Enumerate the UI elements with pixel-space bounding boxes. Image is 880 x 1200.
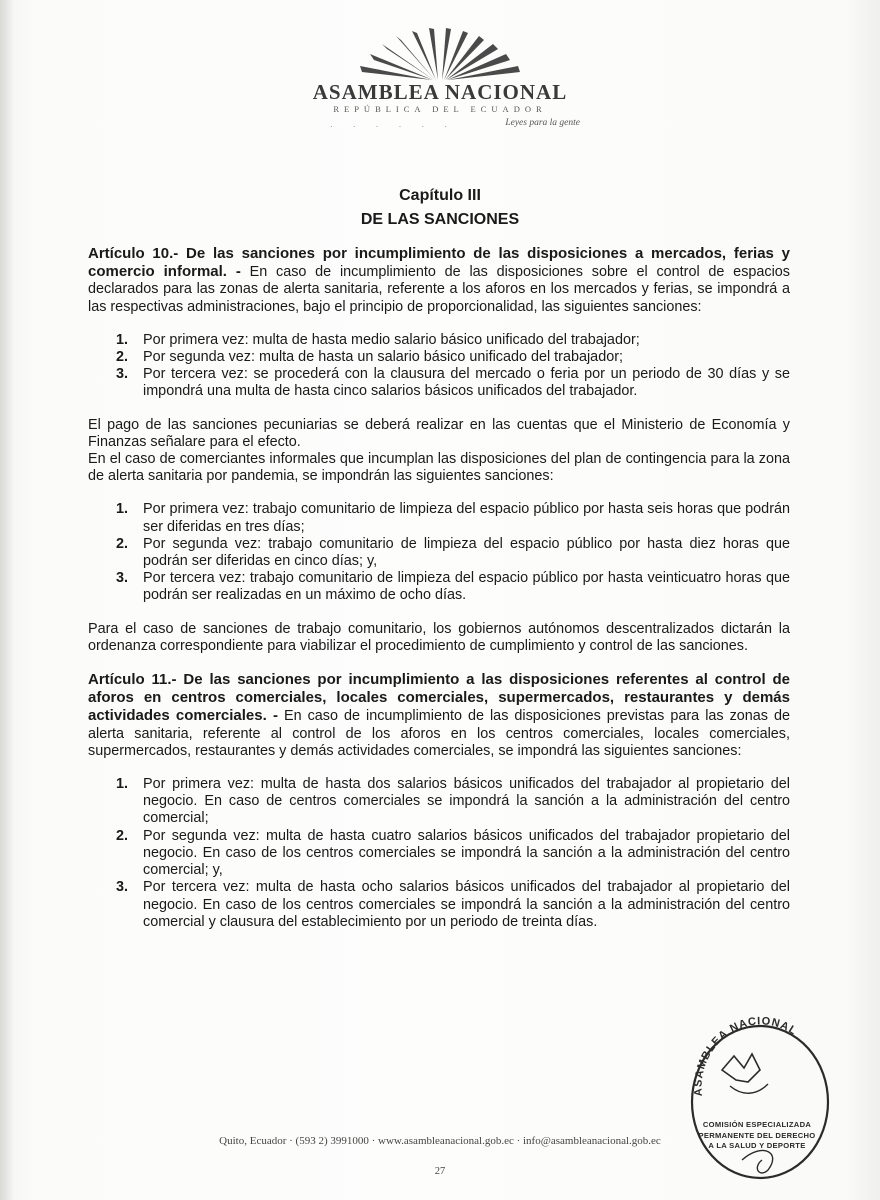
chapter-heading (0, 184, 880, 232)
stamp-seal-icon (682, 1010, 832, 1182)
list-item: 1. Por primera vez: multa de hasta dos salarios básicos unificados del trabajador al propietario del negocio. En caso de centros comerciales se impondrá la sanción a la administración del centro comercial; (116, 776, 790, 827)
article-11-sanctions-list (88, 776, 790, 931)
stamp-arc-text: ASAMBLEA NACIONAL (692, 1015, 800, 1097)
article-11-heading: Artículo 11.- De las sanciones por incumplimiento a las disposiciones referentes al control de aforos en centros comerciales, locales comerciales, supermercados, restaurantes y demás actividades comerciales. - (88, 671, 790, 725)
payment-paragraph: El pago de las sanciones pecuniarias se deberá realizar en las cuentas que el Ministerio de Economía y Finanzas señalare para el efecto. (88, 416, 790, 450)
footer-contact: Quito, Ecuador · (593 2) 3991000 · www.asambleanacional.gob.ec · info@asambleanacional.gob.ec (219, 1135, 661, 1147)
header-logo (300, 28, 580, 138)
community-work-list (88, 501, 790, 604)
list-item: 1. Por primera vez: multa de hasta medio salario básico unificado del trabajador; (116, 331, 640, 348)
fan-emblem-icon (300, 28, 580, 84)
list-item: 3. Por tercera vez: se procederá con la clausura del mercado o feria por un periodo de 30 días y se impondrá una multa de hasta cinco salarios básicos unificados del trabajador. (116, 366, 790, 400)
page-shadow-edge (0, 0, 14, 1200)
country-name: REPÚBLICA DEL ECUADOR (333, 104, 547, 114)
article-10-sanctions-list (88, 332, 790, 401)
informal-vendors-paragraph: En el caso de comerciantes informales que incumplan las disposiciones del plan de contingencia para la zona de alerta sanitaria por pandemia, se impondrán las siguientes sanciones: (88, 451, 790, 485)
document-body (88, 245, 790, 931)
stamp-line-1: COMISIÓN ESPECIALIZADA (702, 1120, 812, 1129)
page-number: 27 (434, 1166, 446, 1177)
stamp-line-3: A LA SALUD Y DEPORTE (708, 1141, 806, 1150)
institution-name: ASAMBLEA NACIONAL (312, 80, 568, 104)
article-11-intro: En caso de incumplimiento de las disposiciones previstas para las zonas de alerta sanitaria, referente al control de los aforos en los centros comerciales, locales comerciales, supermercados, restaurantes y demás actividades comerciales, se impondrá las siguientes sanciones: (88, 708, 791, 759)
article-10-heading: Artículo 10.- De las sanciones por incumplimiento de las disposiciones a mercados, ferias y comercio informal. - (88, 245, 790, 281)
closing-paragraph: Para el caso de sanciones de trabajo comunitario, los gobiernos autónomos descentralizados dictarán la ordenanza correspondiente para viabilizar el procedimiento de cumplimiento y control de las sanciones. (88, 620, 790, 654)
stamp-line-2: PERMANENTE DEL DERECHO (698, 1131, 816, 1140)
institution-tagline: Leyes para la gente (505, 118, 580, 128)
chapter-number: Capítulo III (399, 187, 481, 204)
list-item: 2. Por segunda vez: multa de hasta un salario básico unificado del trabajador; (116, 349, 623, 366)
list-item: 2. Por segunda vez: multa de hasta cuatro salarios básicos unificados del trabajador propietario del negocio. En caso de los centros comerciales se impondrá la sanción a la administración del centro comercial; y, (116, 827, 790, 879)
chapter-title: DE LAS SANCIONES (360, 211, 520, 228)
official-stamp (682, 1010, 832, 1182)
article-11-paragraph (88, 671, 790, 760)
list-item: 3. Por tercera vez: trabajo comunitario de limpieza del espacio público por hasta veinticuatro horas que podrán ser realizadas en un máximo de ocho días. (116, 570, 790, 604)
article-10-intro: En caso de incumplimiento de las disposiciones sobre el control de espacios declarados para las zonas de alerta sanitaria, referente a los aforos en los mercados y ferias, se impondrá a las respectivas administraciones, bajo el principio de proporcionalidad, las siguientes sanciones: (88, 264, 790, 315)
decorative-dots: · · · · · · (330, 122, 457, 131)
list-item: 3. Por tercera vez: multa de hasta ocho salarios básicos unificados del trabajador al propietario del negocio. En caso de los centros comerciales se impondrá la sanción a la administración del centro comercial y clausura del establecimiento por un periodo de treinta días. (116, 879, 790, 930)
article-10-paragraph (88, 245, 790, 316)
list-item: 2. Por segunda vez: trabajo comunitario de limpieza del espacio público por hasta diez horas que podrán ser diferidas en cinco días; y, (116, 535, 790, 570)
list-item: 1. Por primera vez: trabajo comunitario de limpieza del espacio público por hasta seis horas que podrán ser diferidas en tres días; (116, 501, 790, 535)
svg-text:ASAMBLEA NACIONAL (692, 1015, 799, 1096)
